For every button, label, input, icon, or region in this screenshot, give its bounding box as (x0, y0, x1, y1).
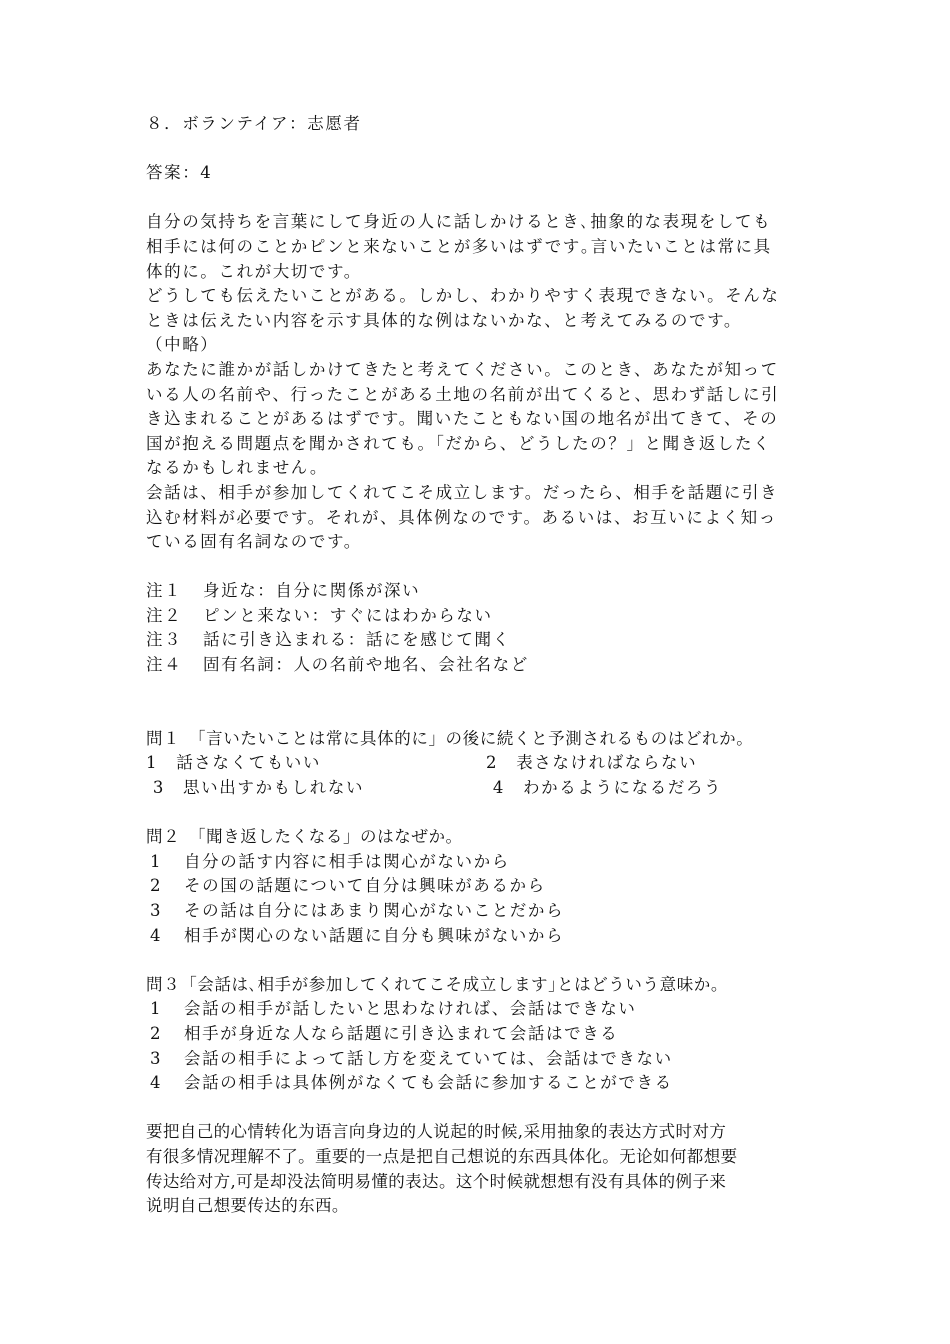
passage-line: どうしても伝えたいことがある。しかし、わかりやすく表現できない。そんな (146, 286, 780, 306)
option-item (146, 1022, 816, 1047)
passage-line: あなたに誰かが話しかけてきたと考えてください。このとき、あなたが知って (146, 359, 779, 379)
translation-line: 有很多情况理解不了。重要的一点是把自己想说的东西具体化。无论如何都想要 (146, 1146, 738, 1166)
option-item (146, 1047, 816, 1072)
translation-line: 说明自己想要传达的东西。 (146, 1196, 349, 1216)
option-item (146, 924, 816, 949)
note-tag: 注４ (146, 655, 183, 675)
option-item: 1 話さなくてもいい (146, 753, 321, 773)
option-number: 1 (150, 999, 163, 1019)
option-number: 4 (150, 925, 163, 945)
option-number: 3 (150, 901, 163, 920)
translation-line: 要把自己的心情转化为语言向身边的人说起的时候,采用抽象的表达方式时对方 (146, 1122, 727, 1142)
option-item (146, 899, 816, 924)
passage-line: 国が抱える問題点を聞かされても。「だから、どうしたの？」と聞き返したく (146, 433, 772, 453)
translation-line: 传达给对方,可是却没法简明易懂的表达。这个时候就想想有没有具体的例子来 (146, 1171, 727, 1191)
passage-line: いる人の名前や、行ったことがある土地の名前が出てくると、思わず話しに引 (146, 384, 780, 404)
note-tag: 注１ (146, 581, 183, 601)
note-item (146, 653, 816, 678)
option-number: 3 (150, 1048, 163, 1068)
question-3 (146, 973, 816, 1096)
option-item: 2 表さなければならない (486, 753, 698, 773)
note-tag: 注２ (146, 605, 183, 625)
option-item: 4 わかるようになるだろう (486, 778, 723, 798)
option-text: その国の話題について自分は興味があるから (184, 876, 546, 896)
option-text: 自分の話す内容に相手は関心がないから (184, 851, 510, 871)
option-item (146, 874, 816, 899)
passage-line: ときは伝えたい内容を示す具体的な例はないかな、と考えてみるのです。 (146, 310, 742, 330)
option-text: 会話の相手は具体例がなくても会話に参加することができる (184, 1073, 673, 1093)
option-row (146, 776, 816, 801)
option-text: 相手が身近な人なら話題に引き込まれて会話はできる (184, 1023, 619, 1043)
note-item (146, 628, 816, 653)
option-number: 2 (150, 876, 163, 896)
option-text: 会話の相手が話したいと思わなければ、会話はできない (184, 999, 637, 1019)
question-text: 問１ 「言いたいことは常に具体的に」の後に続くと予測されるものはどれか。 (146, 728, 754, 748)
reading-passage (146, 210, 816, 554)
passage-line: き込まれることがあるはずです。聞いたこともない国の地名が出てきて、その (146, 409, 779, 429)
option-item (146, 850, 816, 875)
option-item (146, 997, 816, 1022)
note-tag: 注３ (146, 630, 183, 650)
passage-line: 自分の気持ちを言葉にして身近の人に話しかけるとき､抽象的な表現をしても (146, 212, 772, 232)
option-item: 3 思い出すかもしれない (146, 778, 365, 798)
option-text: 相手が関心のない話題に自分も興味がないから (184, 925, 565, 945)
note-text: ピンと来ない：すぐにはわからない (203, 605, 493, 625)
note-text: 話に引き込まれる：話にを感じて聞く (203, 630, 511, 650)
option-row (146, 751, 816, 776)
option-number: 1 (150, 851, 163, 871)
question-text: 問２ 「聞き返したくなる」のはなぜか。 (146, 827, 463, 847)
note-item (146, 604, 816, 629)
passage-line: （中略） (146, 335, 219, 355)
question-1 (146, 727, 816, 801)
option-item (146, 1071, 816, 1096)
option-text: その話は自分にはあまり関心がないことだから (184, 901, 565, 920)
vocab-entry: ８．ボランテイア：志愿者 (146, 114, 362, 133)
chinese-translation (146, 1120, 816, 1218)
passage-line: 相手には何のことかピンと来ないことが多いはずです｡言いたいことは常に具 (146, 236, 772, 256)
note-text: 身近な：自分に関係が深い (203, 581, 421, 601)
answer-line: 答案：4 (146, 163, 213, 183)
note-item (146, 579, 816, 604)
passage-line: 会話は、相手が参加してくれてこそ成立します。だったら、相手を話題に引き (146, 482, 779, 502)
question-2 (146, 825, 816, 948)
note-text: 固有名詞：人の名前や地名、会社名など (203, 655, 529, 675)
passage-line: 込む材料が必要です。それが、具体例なのです。あるいは、お互いによく知っ (146, 507, 777, 527)
option-number: 2 (150, 1023, 163, 1043)
passage-line: なるかもしれません。 (146, 458, 328, 478)
notes-list (146, 579, 816, 677)
passage-line: 体的に。これが大切です。 (146, 261, 362, 281)
passage-line: ている固有名詞なのです。 (146, 532, 362, 552)
question-text: 問３「会話は､相手が参加してくれてこそ成立します｣とはどういう意味か。 (146, 974, 728, 994)
option-text: 会話の相手によって話し方を変えていては、会話はできない (184, 1048, 673, 1068)
option-number: 4 (150, 1073, 163, 1093)
document-page (146, 112, 816, 1219)
